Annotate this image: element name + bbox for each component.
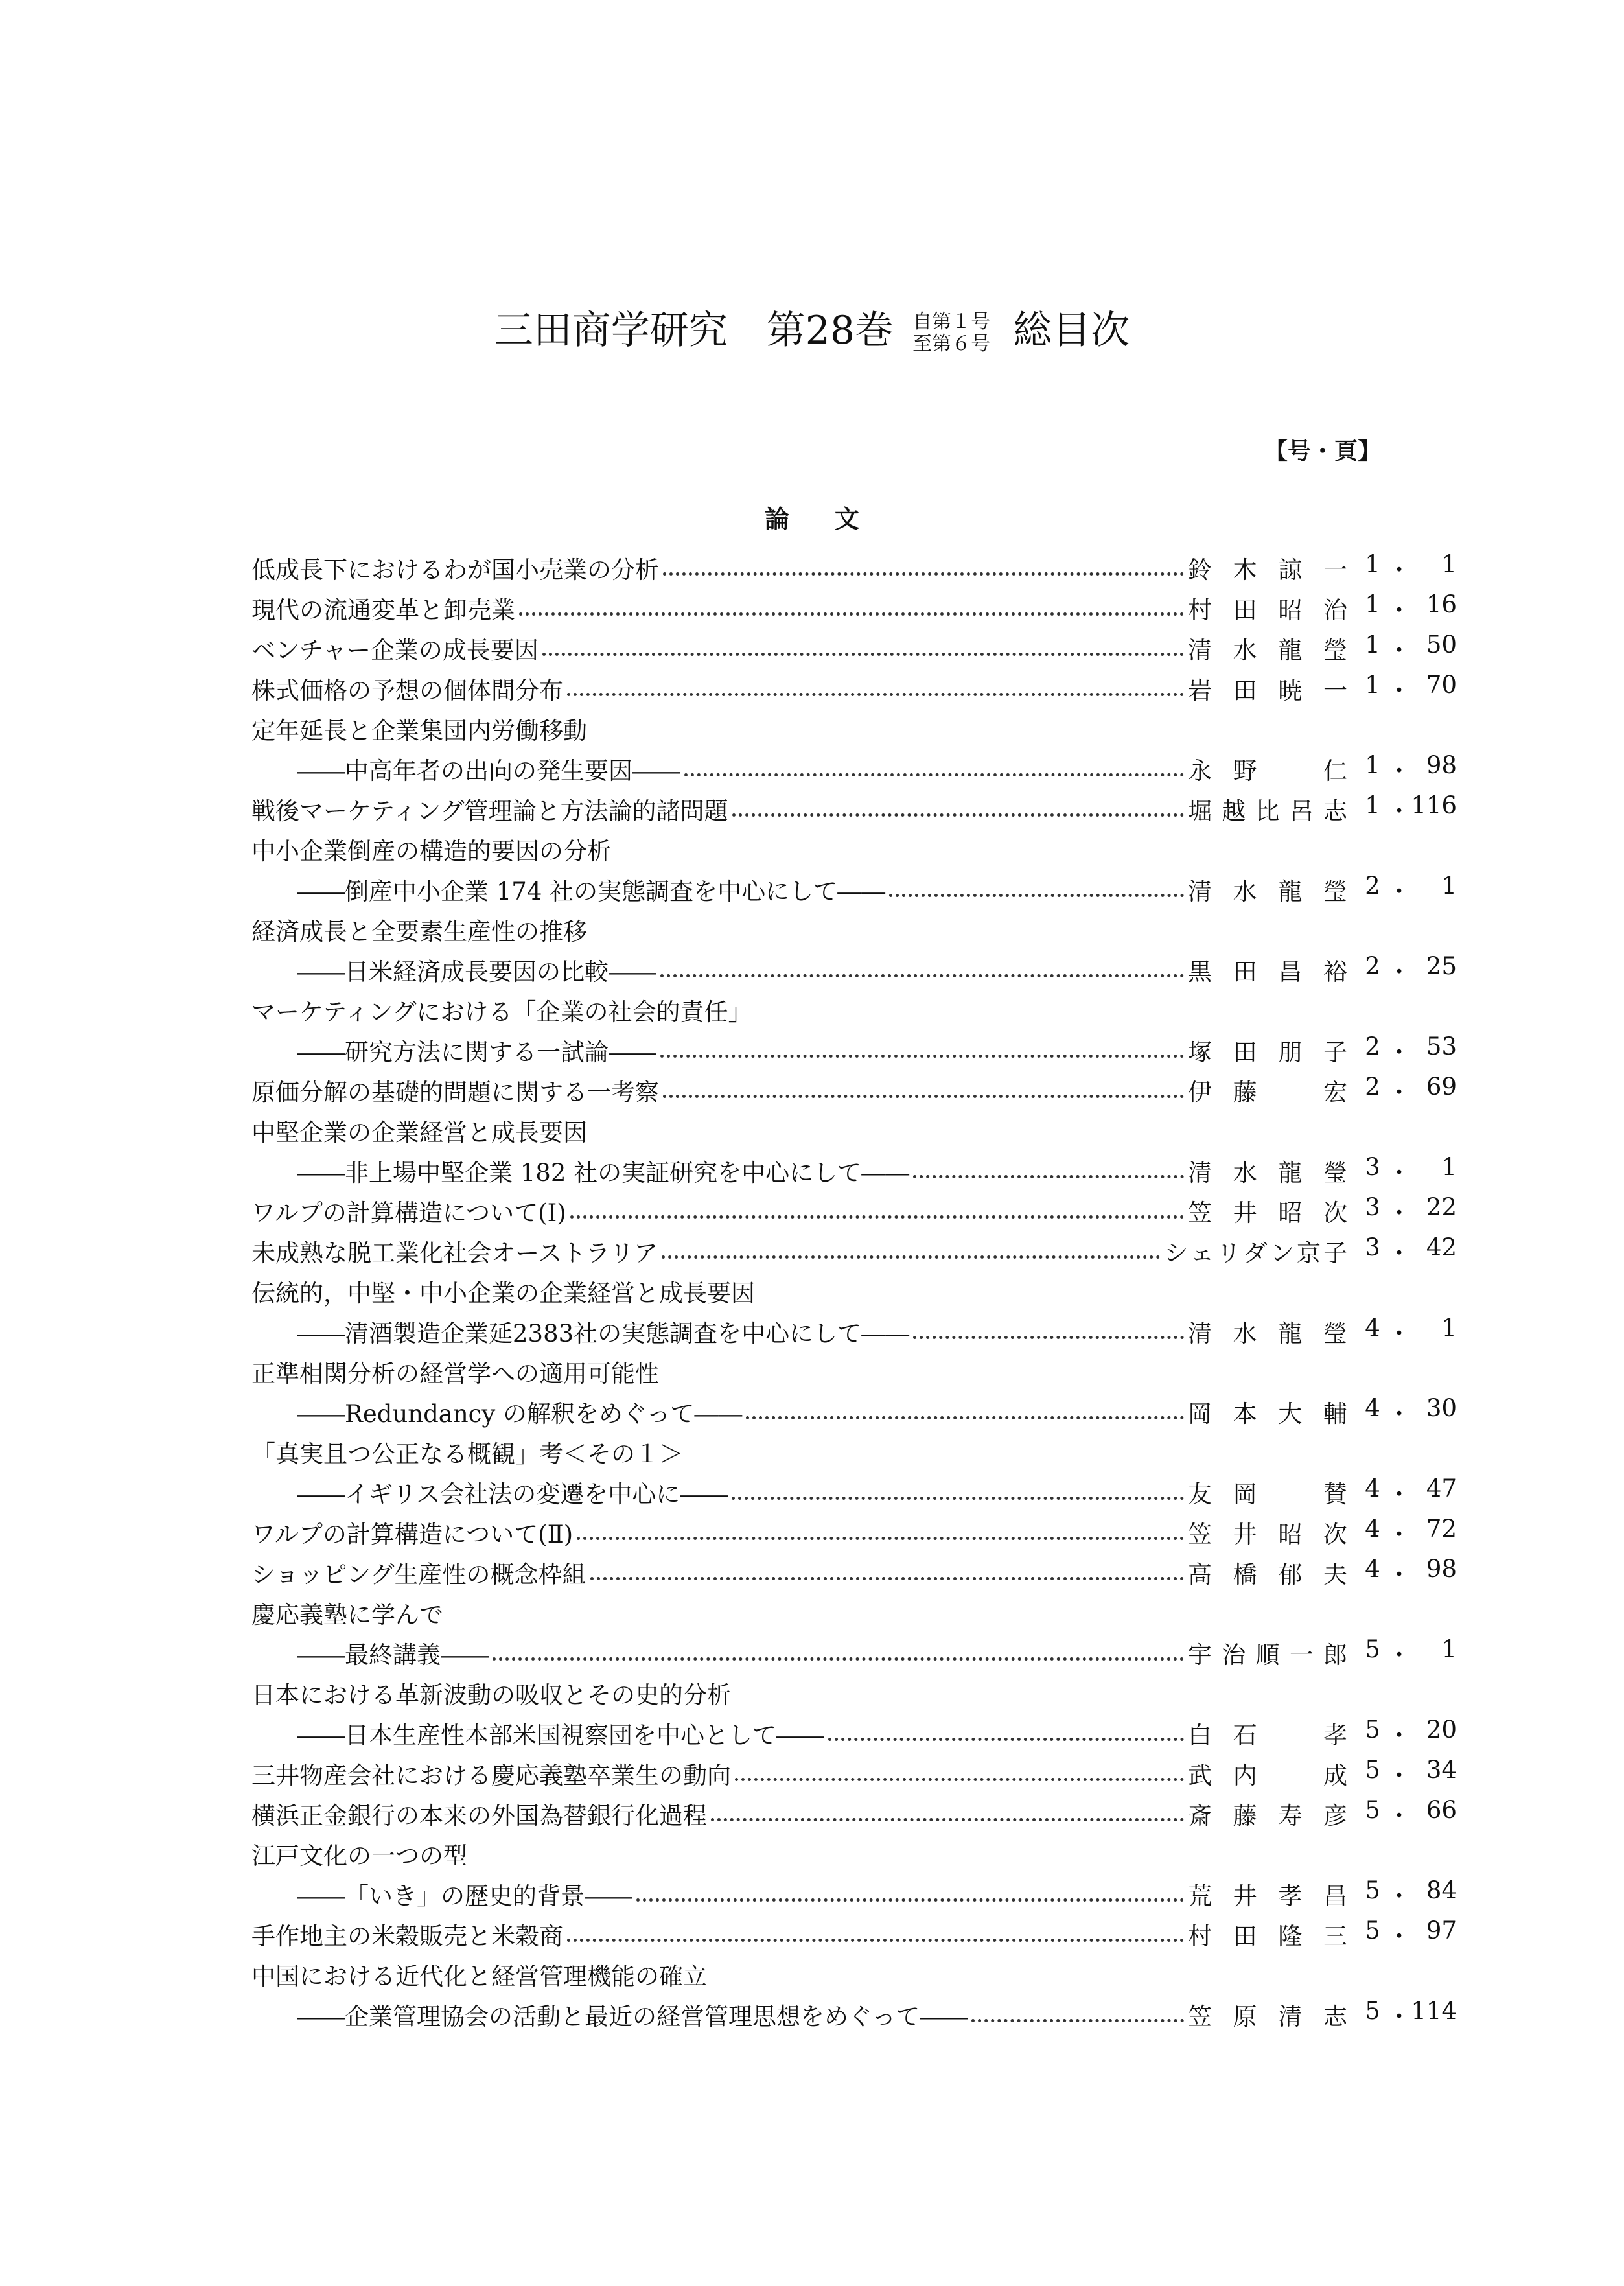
entry-author: 清水龍瑩 [1188,878,1350,905]
dot-leader [493,1657,1184,1661]
entry-title: 横浜正金銀行の本来の外国為替銀行化過程 [251,1802,707,1830]
entry-issue: 4 [1365,1515,1380,1543]
toc-entry-row [251,1552,1457,1592]
toc-heading-row [251,990,1457,1030]
dot-leader [735,1778,1184,1781]
entry-author: 伊藤 宏 [1188,1079,1350,1106]
dot-leader [567,1939,1184,1942]
toc-heading-row [251,1954,1457,1994]
entry-subtitle: ――イギリス会社法の変遷を中心に―― [297,1480,728,1508]
entry-title: 未成熟な脱工業化社会オーストラリア [251,1239,658,1267]
dot-leader [577,1537,1184,1540]
entry-page: 1 [1441,1153,1457,1181]
toc-entry-row [251,950,1457,990]
entry-issue: 5 [1365,1756,1380,1784]
dot-leader [732,1497,1184,1500]
entry-author: 笠井昭次 [1188,1199,1350,1227]
separator-dot: ・ [1387,677,1411,705]
issue-page [1350,1475,1457,1510]
entry-issue: 2 [1365,1032,1380,1060]
issue-page [1350,751,1457,786]
entry-title: ワルプの計算構造について(Ⅱ) [251,1521,574,1548]
entry-title: 中国における近代化と経営管理機能の確立 [251,1963,707,1990]
entry-issue: 1 [1365,791,1380,819]
issue-page [1350,1233,1457,1268]
issue-page [1350,1876,1457,1911]
entry-author: 荒井孝昌 [1188,1882,1350,1910]
title-main: 三田商学研究 第28巻 [494,308,894,353]
toc-entry-row [251,1150,1457,1191]
dot-leader [570,1215,1184,1219]
separator-dot: ・ [1387,1521,1411,1548]
entry-page: 22 [1426,1193,1457,1221]
toc-entry-row [251,1311,1457,1351]
table-of-contents [251,548,1457,2035]
entry-author: 村田昭治 [1188,596,1350,624]
dot-leader [684,773,1184,776]
separator-dot: ・ [1387,958,1411,986]
entry-page: 84 [1426,1876,1457,1904]
entry-issue: 4 [1365,1394,1380,1422]
entry-page: 50 [1426,631,1457,659]
entry-page: 1 [1441,1314,1457,1342]
entry-issue: 2 [1365,952,1380,980]
toc-entry-row [251,548,1457,588]
entry-subtitle: ――日本生産性本部米国視察団を中心として―― [297,1721,824,1749]
dot-leader [660,974,1184,977]
entry-author: 友岡 賛 [1188,1480,1350,1508]
separator-dot: ・ [1387,1721,1411,1749]
dot-leader [590,1577,1184,1580]
entry-subtitle: ――企業管理協会の活動と最近の経営管理思想をめぐって―― [297,2003,968,2031]
entry-issue: 3 [1365,1153,1380,1181]
toc-entry-row [251,1070,1457,1110]
issue-page [1350,1796,1457,1831]
separator-dot: ・ [1387,878,1411,905]
entry-author: 笠井昭次 [1188,1521,1350,1548]
issue-page [1350,671,1457,706]
entry-title: 定年延長と企業集団内労働移動 [251,717,587,745]
toc-entry-row [251,1030,1457,1070]
entry-issue: 3 [1365,1193,1380,1221]
separator-dot: ・ [1387,1038,1411,1066]
entry-title: マーケティングにおける「企業の社会的責任」 [251,998,752,1026]
dot-leader [913,1336,1184,1339]
toc-entry-row [251,668,1457,708]
separator-dot: ・ [1387,1199,1411,1227]
issue-page [1350,1153,1457,1188]
entry-author: 白石 孝 [1188,1721,1350,1749]
dot-leader [711,1818,1184,1821]
entry-issue: 5 [1365,1635,1380,1663]
separator-dot: ・ [1387,596,1411,624]
entry-title: 江戸文化の一つの型 [251,1842,467,1870]
entry-issue: 5 [1365,1917,1380,1944]
issue-page [1350,1073,1457,1108]
issue-page [1350,1032,1457,1067]
entry-author: 清水龍瑩 [1188,1159,1350,1187]
entry-title: ベンチャー企業の成長要因 [251,636,539,664]
dot-leader [542,653,1184,656]
entry-issue: 5 [1365,1716,1380,1744]
entry-page: 98 [1426,751,1457,779]
issue-page [1350,1917,1457,1952]
entry-issue: 3 [1365,1233,1380,1261]
toc-entry-row [251,869,1457,909]
entry-title: 三井物産会社における慶応義塾卒業生の動向 [251,1762,731,1790]
entry-author: 堀越比呂志 [1188,797,1350,825]
dot-leader [663,1095,1184,1098]
toc-entry-row [251,1472,1457,1512]
entry-title: 戦後マーケティング管理論と方法論的諸問題 [251,797,728,825]
entry-page: 1 [1441,1635,1457,1663]
entry-title: ワルプの計算構造について(Ⅰ) [251,1199,566,1227]
entry-author: 武内 成 [1188,1762,1350,1790]
entry-title: 手作地主の米穀販売と米穀商 [251,1922,563,1950]
issue-page [1350,1716,1457,1751]
entry-issue: 4 [1365,1475,1380,1502]
entry-author: 塚田朋子 [1188,1038,1350,1066]
issue-page [1350,590,1457,625]
separator-dot: ・ [1387,556,1411,584]
entry-page: 72 [1426,1515,1457,1543]
entry-author: 笠原清志 [1188,2003,1350,2031]
entry-subtitle: ――Redundancy の解釈をめぐって―― [297,1400,743,1428]
section-heading: 論文 [764,504,905,533]
entry-author: 村田隆三 [1188,1922,1350,1950]
entry-page: 30 [1426,1394,1457,1422]
entry-page: 16 [1426,590,1457,618]
entry-issue: 1 [1365,751,1380,779]
entry-issue: 1 [1365,550,1380,578]
dot-leader [636,1898,1184,1902]
toc-entry-row [251,789,1457,829]
entry-author: 宇治順一郎 [1188,1641,1350,1669]
toc-entry-row [251,749,1457,789]
issue-range-from: 自第１号 [912,310,991,334]
entry-title: 株式価格の予想の個体間分布 [251,677,563,705]
issue-page [1350,1997,1457,2032]
entry-author: 岡本大輔 [1188,1400,1350,1428]
entry-issue: 4 [1365,1555,1380,1583]
separator-dot: ・ [1387,1480,1411,1508]
toc-entry-row [251,588,1457,628]
toc-entry-row [251,1753,1457,1793]
entry-subtitle: ――最終講義―― [297,1641,489,1669]
separator-dot: ・ [1387,1641,1411,1669]
issue-page [1350,1635,1457,1670]
toc-heading-row [251,1432,1457,1472]
entry-page: 116 [1411,791,1457,819]
dot-leader [889,894,1184,897]
toc-entry-row [251,628,1457,668]
toc-entry-row [251,1874,1457,1914]
entry-page: 25 [1426,952,1457,980]
toc-heading-row [251,1271,1457,1311]
entry-subtitle: ――研究方法に関する一試論―― [297,1038,656,1066]
title-end: 総目次 [1013,308,1130,353]
entry-page: 70 [1426,671,1457,699]
entry-issue: 1 [1365,590,1380,618]
issue-page [1350,550,1457,585]
issue-range-to: 至第６号 [912,332,991,356]
entry-title: 正準相関分析の経営学への適用可能性 [251,1360,659,1388]
toc-heading-row [251,1592,1457,1633]
entry-page: 66 [1426,1796,1457,1824]
dot-leader [732,813,1184,817]
entry-title: 中小企業倒産の構造的要因の分析 [251,837,611,865]
entry-title: 低成長下におけるわが国小売業の分析 [251,556,659,584]
page-title [0,299,1624,355]
entry-author: 永野 仁 [1188,757,1350,785]
entry-author: 黒田昌裕 [1188,958,1350,986]
dot-leader [567,693,1184,696]
entry-issue: 5 [1365,1876,1380,1904]
entry-author: 岩田暁一 [1188,677,1350,705]
issue-page [1350,1756,1457,1791]
entry-author: 高橋郁夫 [1188,1561,1350,1589]
entry-page: 1 [1441,550,1457,578]
entry-subtitle: ――日米経済成長要因の比較―― [297,958,656,986]
toc-heading-row [251,1351,1457,1392]
entry-page: 98 [1426,1555,1457,1583]
toc-entry-row [251,1713,1457,1753]
separator-dot: ・ [1387,636,1411,664]
dot-leader [828,1738,1184,1741]
entry-issue: 5 [1365,1796,1380,1824]
entry-issue: 2 [1365,1073,1380,1101]
separator-dot: ・ [1387,1922,1411,1950]
entry-title: ショッピング生産性の概念枠組 [251,1561,586,1589]
separator-dot: ・ [1387,1561,1411,1589]
issue-range [912,311,990,355]
entry-title: 慶応義塾に学んで [251,1601,443,1629]
separator-dot: ・ [1387,1320,1411,1347]
toc-heading-row [251,708,1457,749]
toc-heading-row [251,1834,1457,1874]
toc-entry-row [251,1914,1457,1954]
entry-subtitle: ――「いき」の歴史的背景―― [297,1882,632,1910]
entry-subtitle: ――倒産中小企業 174 社の実態調査を中心にして―― [297,878,886,905]
separator-dot: ・ [1387,1079,1411,1106]
separator-dot: ・ [1387,2003,1411,2031]
toc-heading-row [251,1673,1457,1713]
separator-dot: ・ [1387,1802,1411,1830]
entry-page: 97 [1426,1917,1457,1944]
entry-page: 42 [1426,1233,1457,1261]
toc-entry-row [251,1994,1457,2035]
separator-dot: ・ [1387,1159,1411,1187]
issue-page [1350,952,1457,987]
dot-leader [746,1416,1184,1419]
issue-page [1350,1555,1457,1590]
toc-entry-row [251,1633,1457,1673]
dot-leader [663,572,1184,576]
entry-issue: 4 [1365,1314,1380,1342]
issue-page [1350,631,1457,666]
entry-title: 日本における革新波動の吸収とその史的分析 [251,1681,731,1709]
toc-heading-row [251,909,1457,950]
entry-title: 伝統的，中堅・中小企業の企業経営と成長要因 [251,1279,755,1307]
entry-page: 69 [1426,1073,1457,1101]
dot-leader [913,1175,1184,1178]
dot-leader [660,1055,1184,1058]
entry-page: 114 [1411,1997,1457,2025]
separator-dot: ・ [1387,1882,1411,1910]
issue-page [1350,1314,1457,1349]
entry-issue: 1 [1365,671,1380,699]
toc-entry-row [251,1191,1457,1231]
entry-author: 清水龍瑩 [1188,636,1350,664]
entry-author: 鈴木諒一 [1188,556,1350,584]
entry-title: 原価分解の基礎的問題に関する一考察 [251,1079,659,1106]
issue-page [1350,1394,1457,1429]
entry-title: 経済成長と全要素生産性の推移 [251,918,587,946]
entry-subtitle: ――非上場中堅企業 182 社の実証研究を中心にして―― [297,1159,910,1187]
toc-entry-row [251,1231,1457,1271]
entry-page: 53 [1426,1032,1457,1060]
dot-leader [971,2019,1184,2022]
entry-issue: 2 [1365,872,1380,900]
entry-title: 「真実且つ公正なる概観」考＜その１＞ [251,1440,683,1468]
entry-issue: 5 [1365,1997,1380,2025]
issue-page [1350,791,1457,826]
entry-author: 清水龍瑩 [1188,1320,1350,1347]
entry-title: 中堅企業の企業経営と成長要因 [251,1119,587,1147]
entry-page: 20 [1426,1716,1457,1744]
issue-page [1350,1515,1457,1550]
entry-page: 1 [1441,872,1457,900]
dot-leader [662,1255,1160,1259]
entry-page: 47 [1426,1475,1457,1502]
separator-dot: ・ [1387,1400,1411,1428]
issue-page [1350,872,1457,907]
toc-heading-row [251,1110,1457,1150]
dot-leader [519,612,1184,616]
toc-entry-row [251,1512,1457,1552]
entry-author: 斎藤寿彦 [1188,1802,1350,1830]
entry-title: 現代の流通変革と卸売業 [251,596,515,624]
entry-subtitle: ――中高年者の出向の発生要因―― [297,757,680,785]
entry-author: シェリダン京子 [1164,1239,1350,1267]
separator-dot: ・ [1387,1762,1411,1790]
separator-dot: ・ [1387,1239,1411,1267]
entry-issue: 1 [1365,631,1380,659]
separator-dot: ・ [1387,757,1411,785]
toc-heading-row [251,829,1457,869]
toc-entry-row [251,1392,1457,1432]
issue-page-label: 【号・頁】 [1264,437,1381,465]
toc-entry-row [251,1793,1457,1834]
entry-subtitle: ――清酒製造企業延2383社の実態調査を中心にして―― [297,1320,910,1347]
separator-dot: ・ [1387,797,1411,825]
entry-page: 34 [1426,1756,1457,1784]
issue-page [1350,1193,1457,1228]
